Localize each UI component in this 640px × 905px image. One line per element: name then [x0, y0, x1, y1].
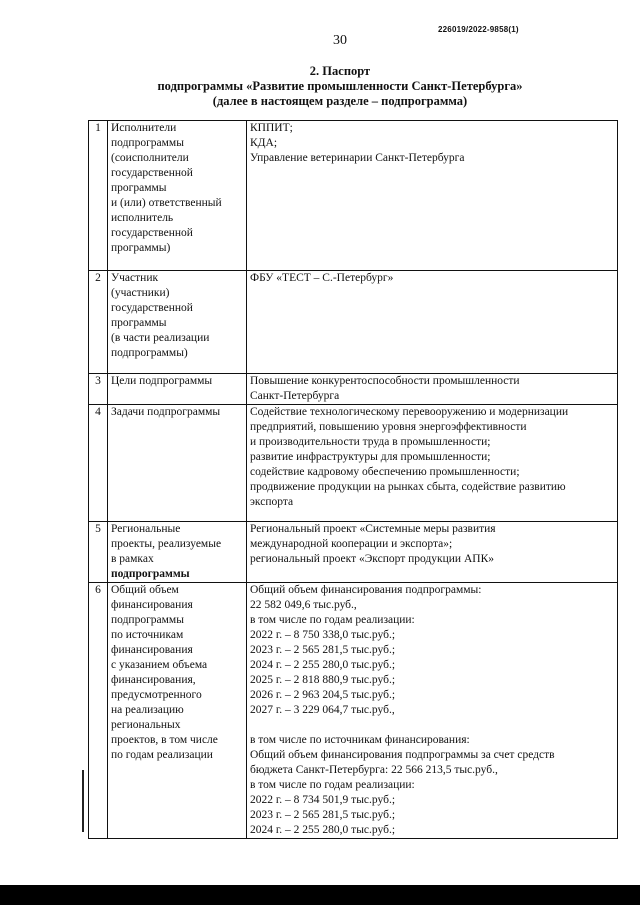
row-label: Цели подпрограммы — [108, 374, 247, 405]
row-number: 1 — [89, 121, 108, 271]
row-content: Общий объем финансирования подпрограммы: 22 582 049,6 тыс.руб., в том числе по годам реализации: 2022 г. – 8 750 338,0 тыс.руб.; 2023 г. – 2 565 281,5 тыс.руб.; 2024 г. – 2 255 280,0 тыс.руб.; 2025 г. – 2 818 880,9 тыс.руб.; 2026 г. – 2 963 204,5 тыс.руб.; 2027 г. – 3 229 064,7 тыс.руб., в том числе по источникам финансирования: Общий объем финансирования подпрограммы за счет средств бюджета Санкт-Петербурга: 22 566 213,5 тыс.руб., в том числе по годам реализации: 2022 г. – 8 734 501,9 тыс.руб.; 2023 г. – 2 565 281,5 тыс.руб.; 2024 г. – 2 255 280,0 тыс.руб.; — [247, 583, 618, 839]
table-row — [89, 121, 618, 271]
row-number: 3 — [89, 374, 108, 405]
scan-bottom-bar — [0, 885, 640, 905]
scan-edge-mark — [82, 770, 84, 832]
row-label: Общий объем финансирования подпрограммы по источникам финансирования с указанием объема финансирования, предусмотренного на реализацию региональных проектов, в том числе по годам реализации — [108, 583, 247, 839]
section-heading — [0, 64, 640, 109]
table-row — [89, 522, 618, 583]
heading-line-2: подпрограммы «Развитие промышленности Санкт-Петербурга» — [157, 79, 523, 93]
table-row — [89, 405, 618, 522]
page-number: 30 — [333, 33, 347, 48]
spacer — [250, 718, 614, 733]
row-label: Задачи подпрограммы — [108, 405, 247, 522]
table-row — [89, 583, 618, 839]
row-content: Повышение конкурентоспособности промышленности Санкт-Петербурга — [247, 374, 618, 405]
row-content: Содействие технологическому перевооружению и модернизации предприятий, повышению уровня энергоэффективности и производительности труда в промышленности; развитие инфраструктуры для промышленности; содействие кадровому обеспечению промышленности; продвижение продукции на рынках сбыта, содействие развитию экспорта — [247, 405, 618, 522]
row-content: КППИТ; КДА; Управление ветеринарии Санкт-Петербурга — [247, 121, 618, 271]
table-row — [89, 271, 618, 374]
row-number: 5 — [89, 522, 108, 583]
row-content: Региональный проект «Системные меры развития международной кооперации и экспорта»; региональный проект «Экспорт продукции АПК» — [247, 522, 618, 583]
row-content: ФБУ «ТЕСТ – С.-Петербург» — [247, 271, 618, 374]
heading-line-3: (далее в настоящем разделе – подпрограмма) — [212, 94, 468, 108]
row-label: Участник (участники) государственной программы (в части реализации подпрограммы) — [108, 271, 247, 374]
document-id: 226019/2022-9858(1) — [438, 25, 519, 34]
row-label: Региональные проекты, реализуемые в рамках подпрограммы — [108, 522, 247, 583]
row-label: Исполнители подпрограммы (соисполнители государственной программы и (или) ответственный исполнитель государственной программы) — [108, 121, 247, 271]
row-number: 6 — [89, 583, 108, 839]
row-number: 4 — [89, 405, 108, 522]
passport-table — [88, 120, 618, 839]
row-number: 2 — [89, 271, 108, 374]
table-row — [89, 374, 618, 405]
heading-line-1: 2. Паспорт — [309, 64, 371, 78]
